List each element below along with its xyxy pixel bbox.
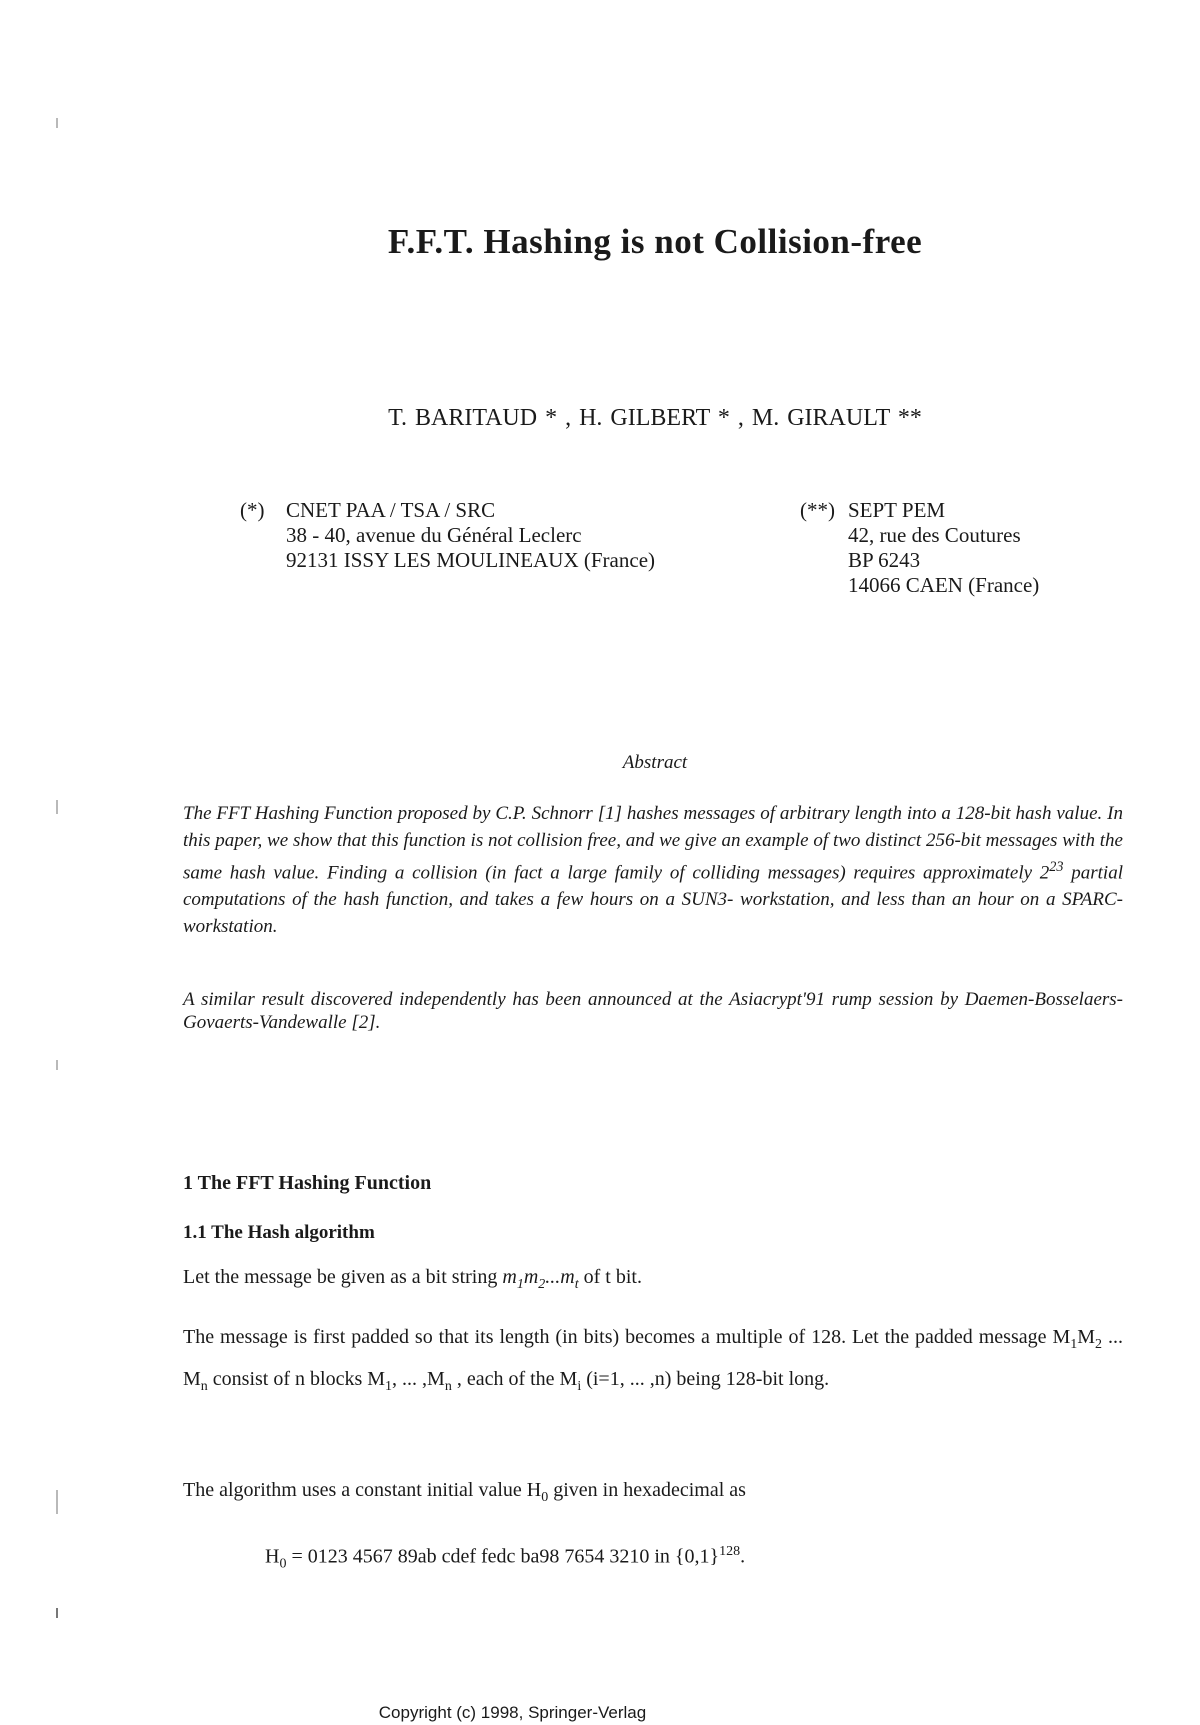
subscript: t [574,1277,579,1292]
abstract-paragraph [183,800,1123,940]
scan-mark [56,1060,58,1070]
affiliation-line: CNET PAA / TSA / SRC [286,498,496,522]
body-text: consist of n blocks M [207,1368,386,1390]
affiliation-marker: (*) [240,498,265,522]
equation-text: = 0123 4567 89ab cdef fedc ba98 7654 3210 in {0,1} [291,1545,720,1568]
body-text: ... M [183,1326,1124,1390]
subscript: n [200,1379,208,1394]
formula: m [502,1266,517,1288]
abstract-heading: Abstract [622,752,688,773]
formula: m [523,1266,539,1288]
copyright-notice: Copyright (c) 1998, Springer-Verlag [378,1703,647,1722]
body-paragraph-2 [183,1320,1123,1404]
affiliation-line: 14066 CAEN (France) [848,573,1040,597]
body-text: of t bit. [578,1266,642,1288]
body-text: The algorithm uses a constant initial value H [183,1479,542,1501]
abstract-paragraph-2: A similar result discovered independently has been announced at the Asiacrypt'91 rump session by Daemen-Bosselaers-Govaerts-Vandewalle [2]. [183,989,1123,1033]
affiliation-line: 38 - 40, avenue du Général Leclerc [286,523,582,547]
affiliation-cnet [240,498,720,578]
subscript: 1 [516,1277,524,1292]
body-text: , ... ,M [392,1368,445,1390]
affiliation-line: 92131 ISSY LES MOULINEAUX (France) [286,548,656,572]
affiliation-line: 42, rue des Coutures [848,523,1021,547]
body-text: The message is first padded so that its length (in bits) becomes a multiple of 128. Let the padded message M [183,1326,1071,1348]
body-paragraph-3 [183,1478,1123,1510]
section-heading: 1 The FFT Hashing Function [183,1172,432,1194]
scan-mark [56,1490,58,1514]
author-list: T. BARITAUD * , H. GILBERT * , M. GIRAULT ** [388,405,922,431]
subscript: 0 [541,1490,549,1505]
subscript: 1 [1070,1337,1078,1352]
scan-mark [56,800,58,814]
body-text: (i=1, ... ,n) being 128-bit long. [581,1368,830,1390]
subscript: 0 [279,1556,287,1572]
body-text: , each of the M [451,1368,578,1390]
subsection-heading: 1.1 The Hash algorithm [183,1222,375,1243]
affiliation-marker: (**) [800,498,835,522]
scan-mark [56,118,58,128]
paper-title: F.F.T. Hashing is not Collision-free [387,222,923,261]
body-paragraph: Let the message be given as a bit string $m_1m_2...m_t$ of t bit. [183,1266,642,1292]
exponent: 23 [1049,859,1064,875]
subscript: 1 [385,1379,393,1394]
abstract-text: The FFT Hashing Function proposed by C.P. Schnorr [1] hashes messages of arbitrary length into a 128-bit hash value. In this paper, we show that this function is not collision free, and we give an example of two distinct 256-bit messages with the same hash value. Finding a collision (in fact a large family of colliding messages) requires approximately 2 [183,803,1123,884]
subscript: i [577,1379,582,1394]
scan-mark [56,1608,58,1618]
body-text: Let the message be given as a bit string [183,1266,503,1288]
affiliation-line: SEPT PEM [848,498,946,522]
abstract-text: partial computations of the hash function, and takes a few hours on a SUN3- workstation, and less than an hour on a SPARC-workstation. [183,862,1123,938]
subscript: n [444,1379,452,1394]
body-text: given in hexadecimal as [548,1479,746,1501]
body-text: M [1077,1326,1096,1348]
exponent: 128 [719,1544,741,1559]
h0-equation: $H_0 = 0123$ 4567 89ab cdef fedc ba98 7654 3210 in $\{0,1\}^{128}$. [265,1544,746,1572]
affiliation-line: BP 6243 [848,548,921,572]
affiliation-sept [800,498,1100,603]
subscript: 2 [538,1277,546,1292]
formula: m [560,1266,575,1288]
subscript: 2 [1095,1337,1103,1352]
